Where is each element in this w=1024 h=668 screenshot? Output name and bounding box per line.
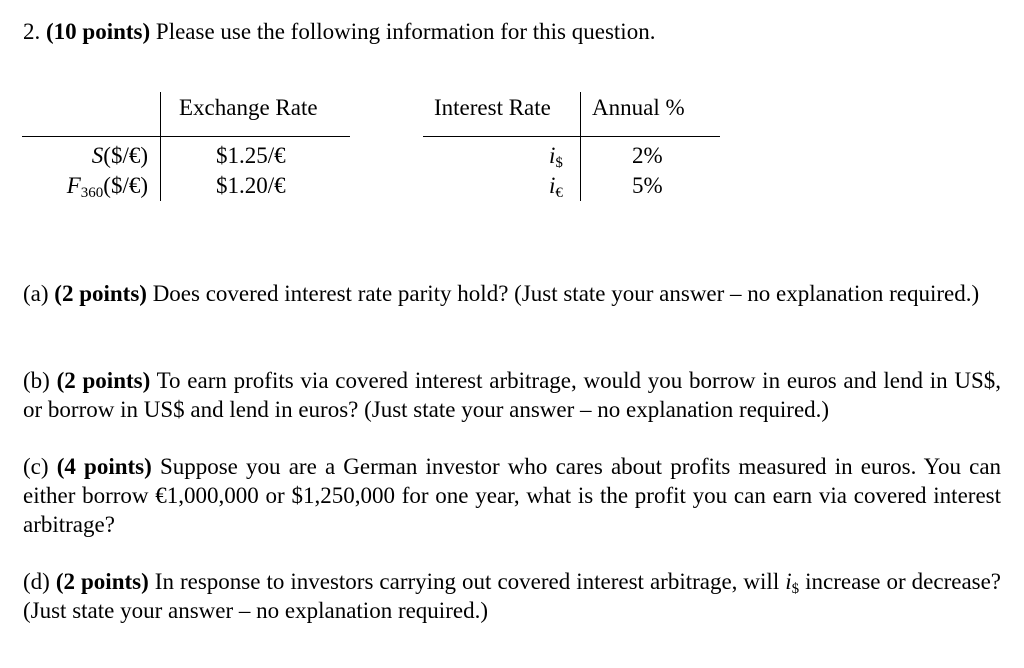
interest-usd-value: 2% [632, 143, 663, 168]
question-number: 2. [23, 19, 41, 44]
interest-eur-symbol: $i_€$ [549, 173, 563, 201]
exchange-table-rule [22, 136, 350, 137]
part-a-points: (2 points) [54, 281, 147, 306]
part-d-label: (d) [23, 569, 50, 594]
part-a-label: (a) [23, 281, 49, 306]
question-intro: Please use the following information for this question. [155, 19, 656, 44]
spot-rate-value: $1.25/€ [216, 143, 286, 168]
exchange-rate-header: Exchange Rate [179, 95, 318, 120]
interest-table-rule [423, 136, 720, 137]
question-points: (10 points) [46, 19, 151, 44]
part-d [23, 567, 1001, 625]
part-b-points: (2 points) [56, 368, 151, 393]
exchange-table-divider [160, 92, 161, 201]
part-c-text: Suppose you are a German investor who cares about profits measured in euros. You can either borrow €1,000,000 or $1,250,000 for one year, what is the profit you can earn via covered interest arbitrage? [23, 454, 1002, 537]
part-c-label: (c) [23, 454, 49, 479]
spot-rate-label: S($/€) [91, 143, 148, 168]
part-a-text: Does covered interest rate parity hold? (Just state your answer – no explanation required.) [152, 281, 980, 306]
interest-usd-symbol: $i_{\$}$ [549, 143, 563, 171]
interest-eur-value: 5% [632, 173, 663, 198]
part-d-symbol: $i_{\$}$ [785, 569, 800, 597]
forward-rate-value: $1.20/€ [216, 173, 286, 198]
interest-table-divider [580, 92, 581, 201]
part-d-text-after: increase or decrease? (Just state your answer – no explanation required.) [23, 569, 1002, 623]
annual-percent-header: Annual % [592, 95, 685, 120]
part-c [23, 452, 1001, 539]
part-d-text-before: In response to investors carrying out covered interest arbitrage, will [154, 569, 780, 594]
question-heading [23, 17, 655, 46]
forward-rate-label: $F_{360}(\$/€)$ [66, 173, 148, 201]
part-d-points: (2 points) [55, 569, 149, 594]
part-b [23, 366, 1001, 424]
part-b-text: To earn profits via covered interest arbitrage, would you borrow in euros and lend in US$, or borrow in US$ and lend in euros? (Just state your answer – no explanation required.) [23, 368, 1002, 422]
interest-rate-header: Interest Rate [434, 95, 551, 120]
part-a [23, 279, 1001, 308]
part-b-label: (b) [23, 368, 50, 393]
part-c-points: (4 points) [56, 454, 152, 479]
